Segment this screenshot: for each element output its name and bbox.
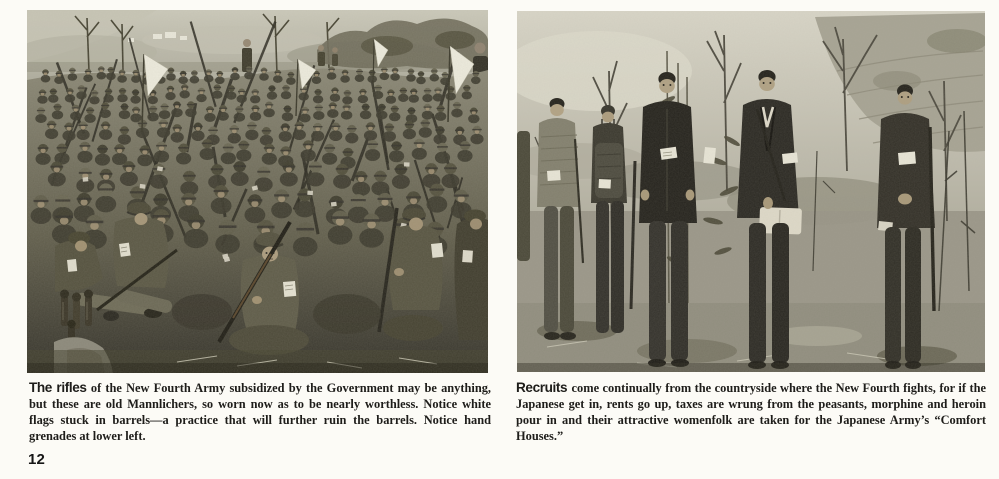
caption-right-text: come continually from the countryside where the New Fourth fights, for if the Japanese get in, rents go up, taxes are wrung from the peasants, morphine and heroin pour in and their attractive womenfolk are taken for the Japanese Army’s “Comfort Houses.” <box>516 381 986 443</box>
caption-left-lead: The rifles <box>29 380 87 395</box>
caption-left <box>29 380 491 444</box>
photo-recruits <box>517 11 985 372</box>
caption-left-text: of the New Fourth Army subsidized by the Government may be anything, but these are old Mannlichers, so worn now as to be nearly worthless. Notice white flags stuck in barrels—a practice that will further ruin the barrels. Notice hand grenades at lower left. <box>29 381 492 443</box>
recruits-photo-illustration <box>517 11 985 372</box>
rifles-photo-illustration <box>27 10 488 373</box>
caption-right-lead: Recruits <box>516 380 568 395</box>
caption-right <box>516 380 986 444</box>
page-number: 12 <box>28 451 46 468</box>
photo-rifles <box>27 10 488 373</box>
